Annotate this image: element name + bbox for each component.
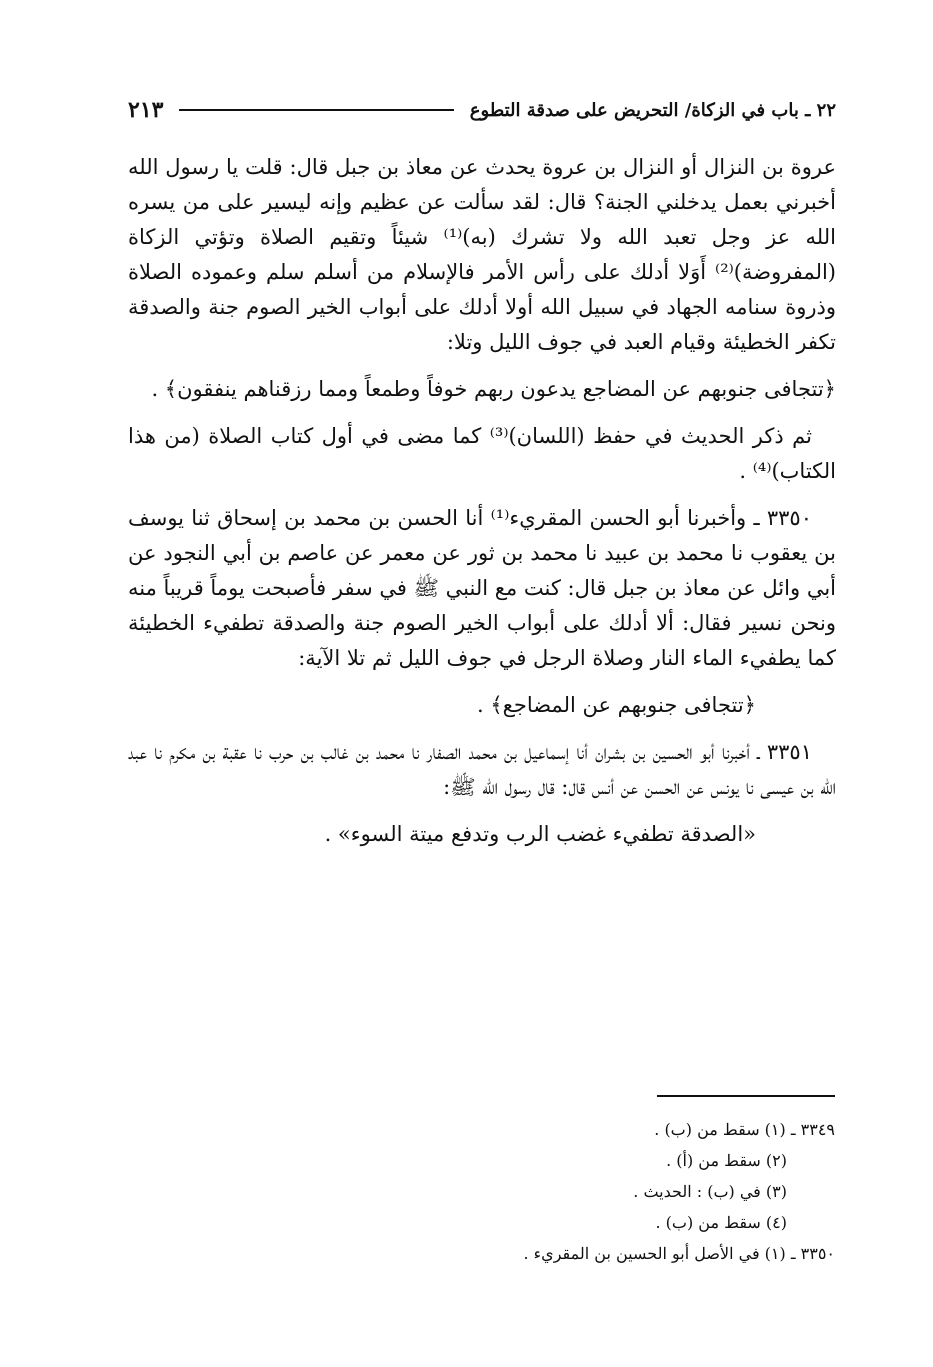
footnote-item: (٤) سقط من (ب) . bbox=[655, 1213, 787, 1232]
paragraph-hadith-3351: ٣٣٥١ ـ أخبرنا أبو الحسين بن بشران أنا إسماعيل بن محمد الصفار نا محمد بن غالب بن حرب نا عقبة بن مكرم نا عبد الله بن عيسى نا يونس عن الحسن عن أنس قال: قال رسول الله ﷺ: bbox=[128, 740, 836, 799]
quran-quote: ﴿تتجافى جنوبهم عن المضاجع يدعون ربهم خوفاً وطمعاً ومما رزقناهم ينفقون﴾ . bbox=[151, 377, 836, 401]
footnote-item: ٣٣٥٠ ـ (١) في الأصل أبو الحسين بن المقريء . bbox=[523, 1244, 835, 1263]
hadith-quote: «الصدقة تطفيء غضب الرب وتدفع ميتة السوء» . bbox=[324, 822, 756, 846]
footnote-divider bbox=[657, 1095, 835, 1097]
quran-quote-short: ﴿تتجافى جنوبهم عن المضاجع﴾ . bbox=[477, 693, 756, 717]
page-number: ٢١٣ bbox=[128, 97, 164, 123]
running-header bbox=[128, 94, 836, 126]
footnote-item: (٢) سقط من (أ) . bbox=[666, 1151, 787, 1170]
running-title: ٢٢ ـ باب في الزكاة/ التحريض على صدقة التطوع bbox=[469, 99, 836, 121]
paragraph-note: ثم ذكر الحديث في حفظ (اللسان)⁽³⁾ كما مضى في أول كتاب الصلاة (من هذا الكتاب)⁽⁴⁾ . bbox=[128, 424, 836, 483]
footnote-item: (٣) في (ب) : الحديث . bbox=[633, 1182, 787, 1201]
footnote-item: ٣٣٤٩ ـ (١) سقط من (ب) . bbox=[654, 1120, 835, 1139]
paragraph-hadith-3350: ٣٣٥٠ ـ وأخبرنا أبو الحسن المقريء⁽¹⁾ أنا الحسن بن محمد بن إسحاق ثنا يوسف بن يعقوب نا محمد بن عبيد نا محمد بن ثور عن معمر عن عاصم بن أبي النجود عن أبي وائل عن معاذ بن جبل قال: كنت مع النبي ﷺ في سفر فأصبحت يوماً قريباً منه ونحن نسير فقال: ألا أدلك على أبواب الخير الصوم جنة والصدقة تطفيء الخطيئة كما يطفيء الماء النار وصلاة الرجل في جوف الليل ثم تلا الآية: bbox=[128, 506, 836, 670]
footnotes bbox=[235, 1114, 835, 1269]
header-rule bbox=[179, 109, 453, 111]
paragraph-hadith-3349-continued: عروة بن النزال أو النزال بن عروة يحدث عن معاذ بن جبل قال: قلت يا رسول الله أخبرني بعمل يدخلني الجنة؟ قال: لقد سألت عن عظيم وإنه ليسير على من يسره الله عز وجل تعبد الله ولا تشرك (به)⁽¹⁾ شيئاً وتقيم الصلاة وتؤتي الزكاة (المفروضة)⁽²⁾ أَوَلا أدلك على رأس الأمر فالإسلام من أسلم سلم وعموده الصلاة وذروة سنامه الجهاد في سبيل الله أولا أدلك على أبواب الخير الصوم جنة والصدقة تكفر الخطيئة وقيام العبد في جوف الليل وتلا: bbox=[128, 155, 836, 354]
body-text bbox=[128, 150, 836, 864]
